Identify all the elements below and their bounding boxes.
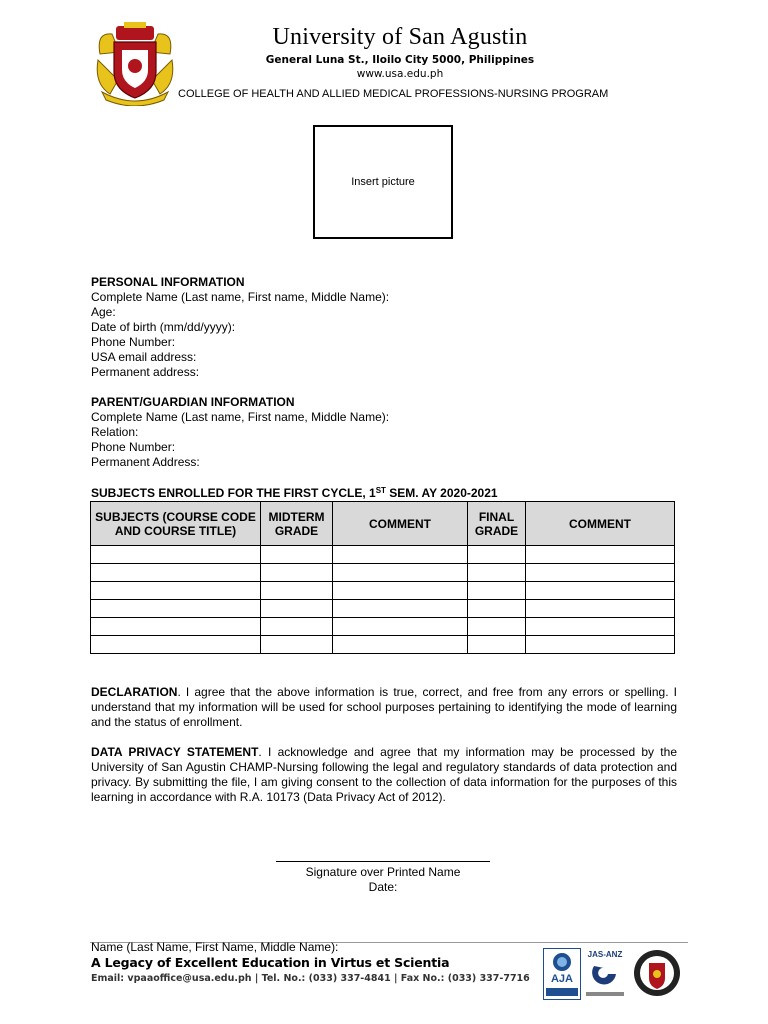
table-cell[interactable]: [468, 546, 526, 564]
table-cell[interactable]: [468, 636, 526, 654]
university-name: University of San Agustin: [272, 24, 528, 50]
table-row: [91, 564, 675, 582]
field-date-of-birth: Date of birth (mm/dd/yyyy):: [91, 320, 236, 334]
column-header-final-grade: FINAL GRADE: [468, 502, 526, 546]
privacy-label: DATA PRIVACY STATEMENT: [91, 745, 259, 759]
table-cell[interactable]: [91, 546, 261, 564]
field-guardian-phone: Phone Number:: [91, 440, 176, 454]
picture-placeholder[interactable]: [313, 125, 453, 239]
table-cell[interactable]: [468, 618, 526, 636]
table-cell[interactable]: [468, 582, 526, 600]
table-row: [91, 582, 675, 600]
field-guardian-address: Permanent Address:: [91, 455, 200, 469]
column-header-comment: COMMENT: [333, 502, 468, 546]
aja-logo-text: AJA: [550, 973, 574, 985]
university-website: www.usa.edu.ph: [356, 68, 444, 80]
subjects-title-text: SUBJECTS ENROLLED FOR THE FIRST CYCLE, 1: [91, 486, 376, 500]
table-cell[interactable]: [526, 582, 675, 600]
field-permanent-address: Permanent address:: [91, 365, 200, 379]
university-address: General Luna St., Iloilo City 5000, Philippines: [265, 54, 535, 66]
table-cell[interactable]: [468, 600, 526, 618]
table-cell[interactable]: [91, 600, 261, 618]
privacy-paragraph: [91, 745, 677, 805]
declaration-paragraph: [91, 685, 677, 730]
footer-name-label: Name (Last Name, First Name, Middle Name):: [91, 940, 339, 954]
jas-anz-logo-text: JAS-ANZ: [587, 950, 623, 959]
signature-line: [276, 861, 490, 862]
field-usa-email: USA email address:: [91, 350, 197, 364]
signature-label: Signature over Printed Name: [305, 865, 461, 879]
table-cell[interactable]: [526, 636, 675, 654]
table-cell[interactable]: [91, 582, 261, 600]
declaration-text: . I agree that the above information is true, correct, and free from any errors or spelling. I understand that my information will be used for school purposes pertaining to identifying the mode of learning and the status of enrollment.: [91, 685, 677, 729]
table-cell[interactable]: [526, 600, 675, 618]
table-cell[interactable]: [526, 546, 675, 564]
personal-information-section: [91, 275, 389, 380]
field-guardian-name: Complete Name (Last name, First name, Middle Name):: [91, 410, 390, 424]
subjects-title-term: SEM. AY 2020-2021: [385, 486, 498, 500]
table-cell[interactable]: [333, 546, 468, 564]
column-header-comment: COMMENT: [526, 502, 675, 546]
table-cell[interactable]: [468, 564, 526, 582]
table-cell[interactable]: [91, 564, 261, 582]
picture-placeholder-label: Insert picture: [351, 176, 415, 188]
table-row: [91, 546, 675, 564]
section-heading: PERSONAL INFORMATION: [91, 275, 245, 289]
declaration-label: DECLARATION: [91, 685, 178, 699]
privacy-text: . I acknowledge and agree that my information may be processed by the University of San Agustin CHAMP-Nursing following the legal and regulatory standards of data protection and privacy. By submitting the file, I am giving consent to the collection of data information for the purposes of this learning in accordance with R.A. 10173 (Data Privacy Act of 2012).: [91, 745, 677, 804]
field-complete-name: Complete Name (Last name, First name, Middle Name):: [91, 290, 390, 304]
table-cell[interactable]: [333, 564, 468, 582]
subjects-title: [91, 486, 498, 500]
table-cell[interactable]: [333, 600, 468, 618]
jas-anz-logo: [584, 948, 626, 1000]
table-cell[interactable]: [261, 618, 333, 636]
footer-contact: Email: vpaaoffice@usa.edu.ph | Tel. No.: (033) 337-4841 | Fax No.: (033) 337-7716: [91, 973, 530, 984]
university-seal-badge: [628, 948, 686, 1002]
section-heading: PARENT/GUARDIAN INFORMATION: [91, 395, 295, 409]
table-row: [91, 618, 675, 636]
table-cell[interactable]: [91, 636, 261, 654]
table-cell[interactable]: [333, 582, 468, 600]
university-seal-logo: [94, 20, 176, 106]
field-age: Age:: [91, 305, 116, 319]
table-cell[interactable]: [261, 600, 333, 618]
table-row: [91, 600, 675, 618]
footer-motto: A Legacy of Excellent Education in Virtus et Scientia: [91, 955, 450, 970]
table-header-row: [91, 502, 675, 546]
table-row: [91, 636, 675, 654]
table-cell[interactable]: [526, 618, 675, 636]
table-cell[interactable]: [333, 636, 468, 654]
table-cell[interactable]: [526, 564, 675, 582]
table-cell[interactable]: [261, 546, 333, 564]
table-cell[interactable]: [261, 582, 333, 600]
college-name: COLLEGE OF HEALTH AND ALLIED MEDICAL PROFESSIONS-NURSING PROGRAM: [178, 88, 609, 100]
subjects-title-ordinal: ST: [375, 486, 386, 495]
table-cell[interactable]: [91, 618, 261, 636]
field-phone-number: Phone Number:: [91, 335, 176, 349]
table-cell[interactable]: [261, 564, 333, 582]
column-header-subjects: SUBJECTS (COURSE CODE AND COURSE TITLE): [91, 502, 261, 546]
aja-certification-logo: [543, 948, 581, 1000]
table-cell[interactable]: [333, 618, 468, 636]
subjects-table: [90, 501, 675, 654]
field-relation: Relation:: [91, 425, 139, 439]
column-header-midterm-grade: MIDTERM GRADE: [261, 502, 333, 546]
date-label: Date:: [368, 880, 398, 894]
parent-guardian-section: [91, 395, 389, 470]
table-cell[interactable]: [261, 636, 333, 654]
